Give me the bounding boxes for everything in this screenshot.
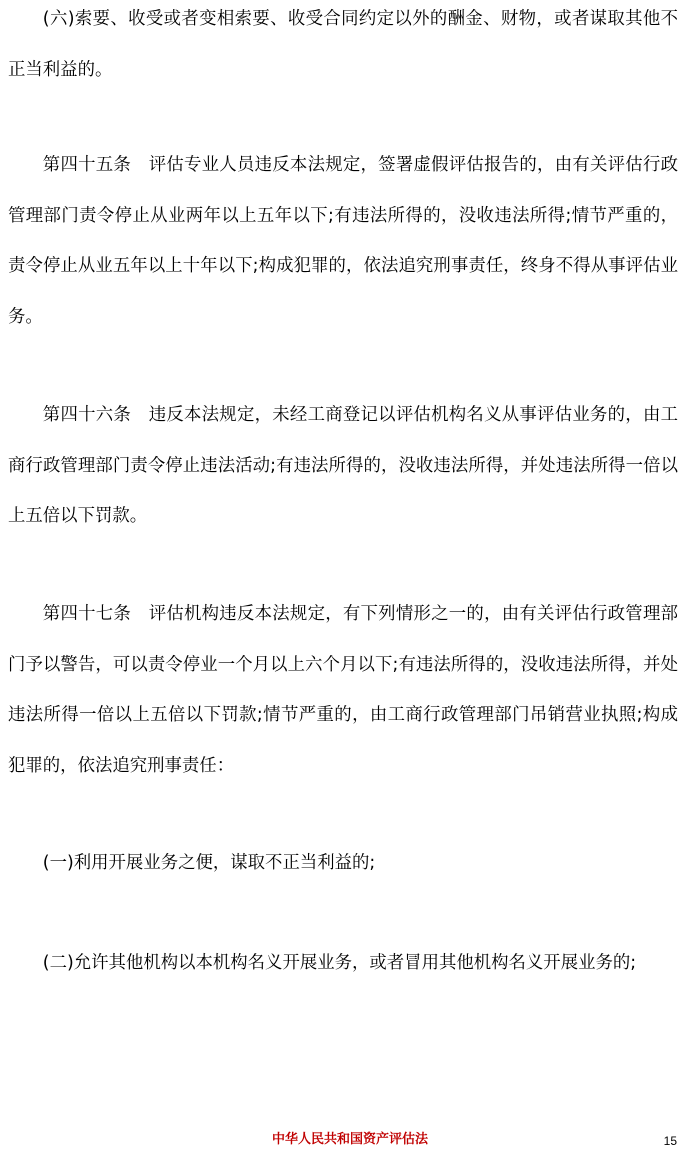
paragraph-item-6-kickbacks: (六)索要、收受或者变相索要、收受合同约定以外的酬金、财物，或者谋取其他不正当利益的。 bbox=[8, 9, 678, 80]
paragraph-item-1-improper-benefit: (一)利用开展业务之便，谋取不正当利益的; bbox=[42, 853, 376, 873]
page-number: 15 bbox=[663, 1134, 677, 1148]
paragraph-article-45: 第四十五条 评估专业人员违反本法规定，签署虚假评估报告的，由有关评估行政管理部门责令停止从业两年以上五年以下;有违法所得的，没收违法所得;情节严重的，责令停止从业五年以上十年以下;构成犯罪的，依法追究刑事责任，终身不得从事评估业务。 bbox=[8, 155, 678, 327]
paragraph-article-47: 第四十七条 评估机构违反本法规定，有下列情形之一的，由有关评估行政管理部门予以警告，可以责令停业一个月以上六个月以下;有违法所得的，没收违法所得，并处违法所得一倍以上五倍以下罚款;情节严重的，由工商行政管理部门吊销营业执照;构成犯罪的，依法追究刑事责任： bbox=[8, 604, 678, 776]
footer-law-title: 中华人民共和国资产评估法 bbox=[271, 1132, 428, 1147]
paragraph-item-2-name-misuse: (二)允许其他机构以本机构名义开展业务，或者冒用其他机构名义开展业务的; bbox=[42, 953, 637, 973]
paragraph-article-46: 第四十六条 违反本法规定，未经工商登记以评估机构名义从事评估业务的，由工商行政管理部门责令停止违法活动;有违法所得的，没收违法所得，并处违法所得一倍以上五倍以下罚款。 bbox=[8, 405, 678, 526]
